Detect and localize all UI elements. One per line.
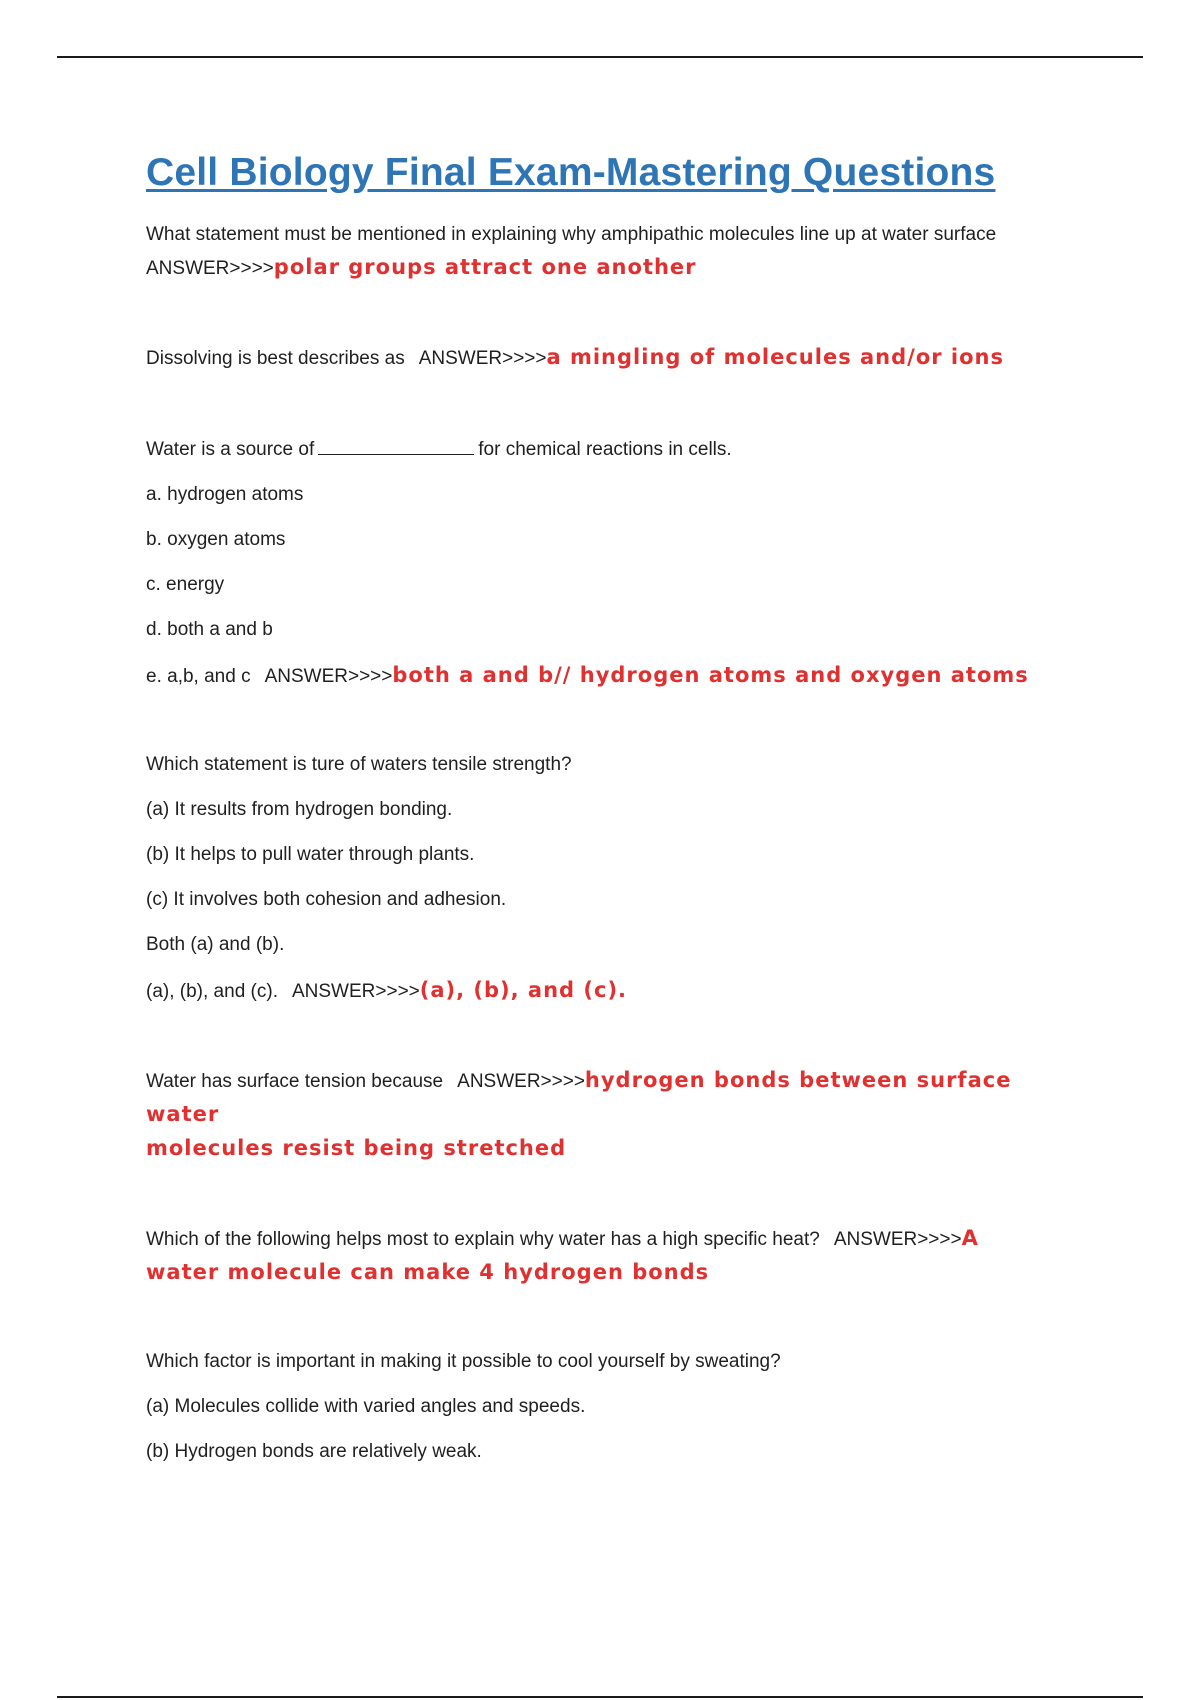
option-a: a. hydrogen atoms xyxy=(146,483,304,505)
header-rule xyxy=(57,56,1143,58)
question-3 xyxy=(146,434,1076,693)
option-b: (b) Hydrogen bonds are relatively weak. xyxy=(146,1440,482,1462)
option-e: e. a,b, and c xyxy=(146,665,251,687)
answer-line xyxy=(146,251,1076,285)
question-5 xyxy=(146,1064,1076,1166)
question-line xyxy=(146,434,1076,466)
question-line xyxy=(146,1222,1076,1256)
footer-rule xyxy=(57,1696,1143,1698)
question-1 xyxy=(146,219,1076,285)
question-text: Which of the following helps most to explain why water has a high specific heat? xyxy=(146,1228,820,1250)
answer-text: hydrogen bonds between surface water xyxy=(146,1067,1012,1126)
option-b: (b) It helps to pull water through plants. xyxy=(146,843,475,865)
question-2 xyxy=(146,341,1076,375)
option-e: (a), (b), and (c). xyxy=(146,980,278,1002)
answer-text-continued: water molecule can make 4 hydrogen bonds xyxy=(146,1259,710,1284)
question-text-start: Water is a source of xyxy=(146,438,315,460)
fill-in-blank xyxy=(318,437,474,455)
answer-text: both a and b// hydrogen atoms and oxygen atoms xyxy=(392,662,1029,687)
question-text-end: for chemical reactions in cells. xyxy=(478,438,732,460)
answer-continuation xyxy=(146,1132,1076,1166)
question-4 xyxy=(146,749,1076,1008)
option-d: d. both a and b xyxy=(146,618,273,640)
answer-prefix: ANSWER>>>> xyxy=(146,257,274,279)
answer-text: (a), (b), and (c). xyxy=(419,977,628,1002)
question-6 xyxy=(146,1222,1076,1290)
answer-text: polar groups attract one another xyxy=(273,254,697,279)
option-e-answer-line xyxy=(146,974,1076,1008)
document-body xyxy=(146,150,1076,1468)
answer-prefix: ANSWER>>>> xyxy=(291,980,420,1002)
option-c: (c) It involves both cohesion and adhesion. xyxy=(146,888,507,910)
question-text: What statement must be mentioned in explaining why amphipathic molecules line up at water surface xyxy=(146,223,997,245)
question-text: Water has surface tension because xyxy=(146,1070,444,1092)
answer-prefix: ANSWER>>>> xyxy=(264,665,393,687)
question-text: Dissolving is best describes as xyxy=(146,347,405,369)
answer-text: a mingling of molecules and/or ions xyxy=(546,344,1005,369)
question-7 xyxy=(146,1346,1076,1468)
option-a: (a) It results from hydrogen bonding. xyxy=(146,798,453,820)
option-d: Both (a) and (b). xyxy=(146,933,285,955)
option-c: c. energy xyxy=(146,573,225,595)
option-b: b. oxygen atoms xyxy=(146,528,286,550)
question-line xyxy=(146,1064,1076,1132)
question-text: Which factor is important in making it possible to cool yourself by sweating? xyxy=(146,1350,781,1372)
option-e-answer-line xyxy=(146,659,1076,693)
option-a: (a) Molecules collide with varied angles and speeds. xyxy=(146,1395,586,1417)
answer-prefix: ANSWER>>>> xyxy=(833,1228,962,1250)
answer-prefix: ANSWER>>>> xyxy=(418,347,547,369)
answer-prefix: ANSWER>>>> xyxy=(457,1070,585,1092)
answer-text: A xyxy=(961,1225,979,1250)
answer-continuation xyxy=(146,1256,1076,1290)
answer-text-continued: molecules resist being stretched xyxy=(146,1135,567,1160)
question-text: Which statement is ture of waters tensile strength? xyxy=(146,753,572,775)
document-title: Cell Biology Final Exam-Mastering Questions xyxy=(146,151,996,194)
question-line xyxy=(146,341,1076,375)
